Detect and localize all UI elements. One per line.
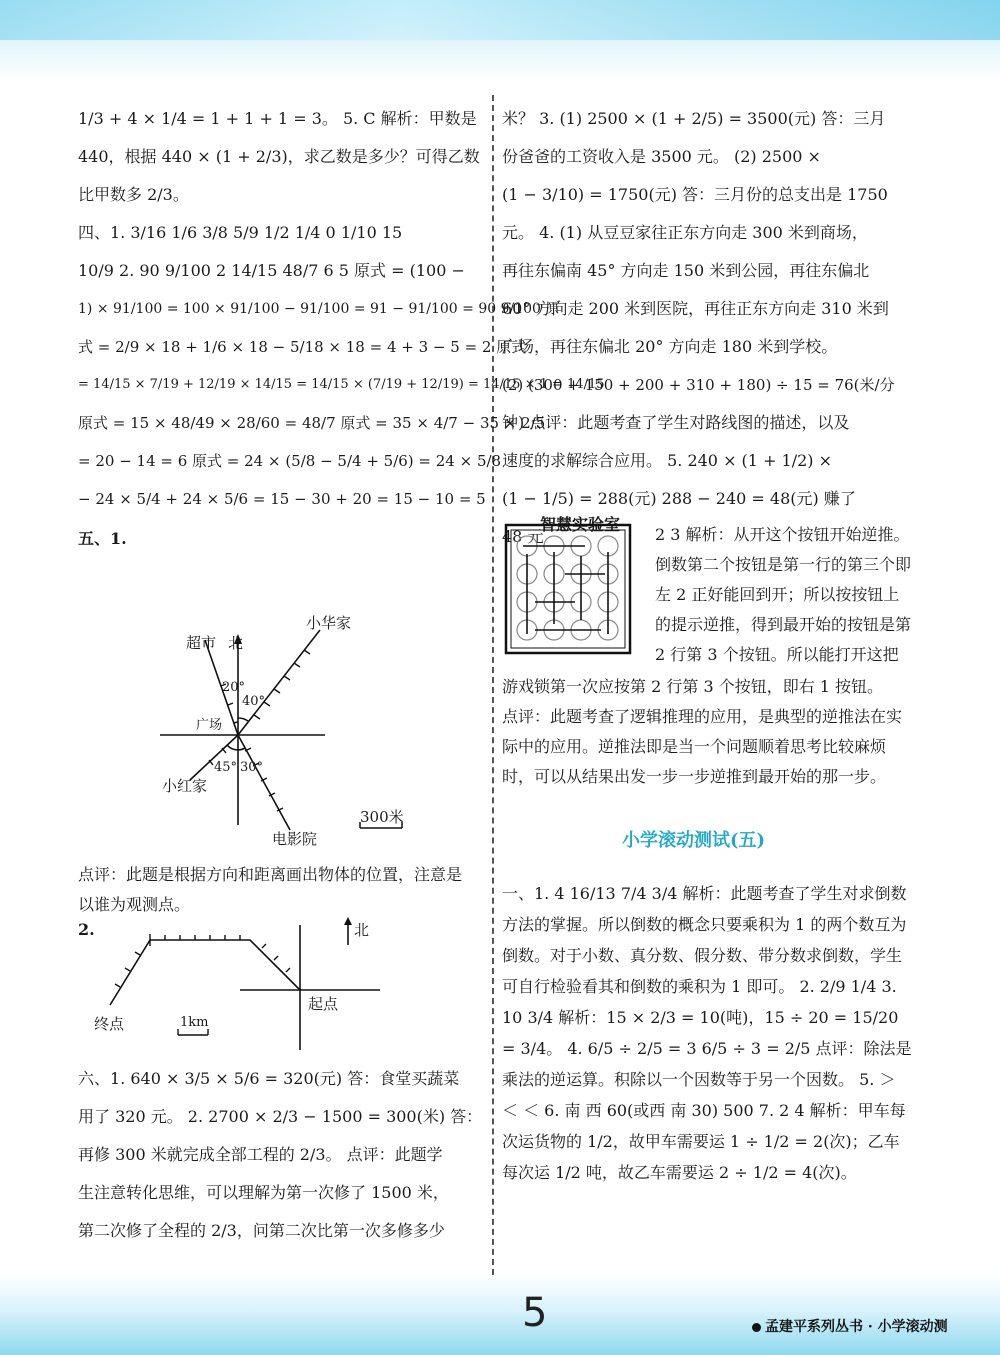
start-label: 起点 [308,995,339,1013]
north-arrow [344,917,352,925]
route-diagram-svg [90,915,390,1055]
route-diagram [90,915,390,1055]
north-label: 北 [228,634,244,652]
lab-title: 智慧实验室 [540,515,621,534]
angle-arc [234,722,238,723]
text-line: = 14/15 × 7/19 + 12/19 × 14/15 = 14/15 × (7/19 + 12/19) = 14/15 × 1 = 14/15 [78,377,605,392]
direction-diagram [150,610,410,855]
angle-arc [227,745,238,750]
text-line: 第二次修了全程的 2/3，问第二次比第一次多修多少 [78,1221,445,1240]
button-puzzle-svg [505,524,631,654]
text-line: (2) (300 + 150 + 200 + 310 + 180) ÷ 15 = 76(米/分 [502,376,895,394]
xiaohong-label: 小红家 [162,777,208,795]
button-puzzle-figure [505,524,631,654]
angle-arc [238,718,248,721]
section-label: 五、1. [78,529,127,548]
text-line: = 20 − 14 = 6 原式 = 24 × (5/8 − 5/4 + 5/6) = 24 × 5/8 [78,452,502,470]
text-line: 再修 300 米就完成全部工程的 2/3。 点评：此题学 [78,1145,443,1164]
page-number: 5 [522,1290,548,1336]
scale-label: 300米 [360,808,404,826]
text-line: 元。 4. (1) 从豆豆家往正东方向走 300 米到商场， [502,223,868,242]
end-label: 终点 [94,1015,125,1033]
text-line: 米？ 3. (1) 2500 × (1 + 2/5) = 3500(元) 答：三月 [502,109,886,128]
angle-label: 45° [214,760,238,775]
text-line: 份爸爸的工资收入是 3500 元。 (2) 2500 × [502,147,821,166]
text-line: 速度的求解综合应用。 5. 240 × (1 + 1/2) × [502,451,833,470]
xiaohua-ray [238,630,320,735]
lab-conclusion [502,672,914,792]
text-line: 1) × 91/100 = 100 × 91/100 − 91/100 = 91 − 91/100 = 90 9/100 原 [78,301,560,317]
question-number: 2. [78,920,95,939]
text-line: (1 − 1/5) = 288(元) 288 − 240 = 48(元) 赚了 [502,489,856,508]
text-line: 10/9 2. 90 9/100 2 14/15 48/7 6 5 原式 = (100 − [78,261,465,280]
text-line: 广场，再往东偏北 20° 方向走 180 米到学校。 [502,337,838,356]
angle-label: 20° [222,680,246,695]
text-line: 440，根据 440 × (1 + 2/3)，求乙数是多少？可得乙数 [78,147,480,166]
footer-series [752,1316,948,1336]
bullet-icon [752,1323,761,1332]
text-line: 四、1. 3/16 1/6 3/8 5/9 1/2 1/4 0 1/10 15 [78,223,403,242]
text-line: 游戏锁第一次应按第 2 行第 3 个按钮，即右 1 按钮。 [502,677,884,696]
text-line: 式 = 2/9 × 18 + 1/6 × 18 − 5/18 × 18 = 4 + 3 − 5 = 2 原式 [78,338,527,356]
angle-arc [238,748,245,750]
supermarket-label: 超市 [186,634,217,652]
cinema-ray [238,735,290,830]
text-line: (1 − 3/10) = 1750(元) 答：三月份的总支出是 1750 [502,185,888,204]
right-column [502,100,914,556]
text-line: 1/3 + 4 × 1/4 = 1 + 1 + 1 = 3。 5. C 解析：甲数是 [78,109,477,128]
bottom-decor-band [0,1275,1000,1355]
text-line: 生注意转化思维，可以理解为第一次修了 1500 米， [78,1183,449,1202]
comment-text: 点评：此题是根据方向和距离画出物体的位置，注意是以谁为观测点。 [78,865,463,914]
column-divider [492,95,494,1275]
text-line: 用了 320 元。 2. 2700 × 2/3 − 1500 = 300(米) 答： [78,1107,483,1126]
north-label: 北 [354,921,370,939]
square-label: 广场 [196,718,223,733]
xiaohua-label: 小华家 [306,614,352,632]
lab-explanation: 2 3 解析：从开这个按钮开始逆推。倒数第二个按钮是第一行的第三个即左 2 正好能回到开；所以按按钮上的提示逆推，得到最开始的按钮是第 2 行第 3 个按钮。所以能打开这把 [655,525,912,664]
angle-label: 40° [242,694,266,709]
text-line: 比甲数多 2/3。 [78,185,189,204]
test-section-title: 小学滚动测试(五) [622,830,766,851]
text-line: 再往东偏南 45° 方向走 150 米到公园，再往东偏北 [502,261,870,280]
text-line: 48 元 [502,527,544,546]
cinema-label: 电影院 [272,830,318,848]
text-line: − 24 × 5/4 + 24 × 5/6 = 15 − 30 + 20 = 15 − 10 = 5 [78,490,486,508]
text-line: 原式 = 15 × 48/49 × 28/60 = 48/7 原式 = 35 × 4/7 − 35 × 2/5 [78,414,546,432]
route-path [110,940,300,1005]
scale-label: 1km [180,1015,209,1030]
top-decor-band [0,0,1000,80]
left-column-bottom [78,1060,483,1250]
text-line: 60° 方向走 200 米到医院，再往正东方向走 310 米到 [502,299,889,318]
angle-label: 30° [240,760,264,775]
text-line: 钟) 点评：此题考查了学生对路线图的描述，以及 [502,413,850,432]
comment-text: 点评：此题考查了逻辑推理的应用，是典型的逆推法在实际中的应用。逆推法即是当一个问题顺着思考比较麻烦时，可以从结果出发一步一步逆推到最开始的那一步。 [502,707,903,786]
test-answers: 一、1. 4 16/13 7/4 3/4 解析：此题考查了学生对求倒数方法的掌握。所以倒数的概念只要乘积为 1 的两个数互为倒数。对于小数、真分数、假分数、带分数求倒数，学生可自行检验看其和倒数的乘积为 1 即可。 2. 2/9 1/4 3. 10 3/4 解析：15 × 2/3 = 10(吨)，15 ÷ 20 = 15/20 = 3/4。 4. 6/5 ÷ 2/5 = 3 6/5 ÷ 3 = 2/5 点评：除法是乘法的逆运算。积除以一个因数等于另一个因数。 5. ＞ ＜ ＜ 6. 南 西 60(或西 南 30) 500 7. 2 4 解析：甲车每次运货物的 1/2，故甲车需要运 1 ÷ 1/2 = 2(次)；乙车每次运 1/2 吨，故乙车需要运 2 ÷ 1/2 = 4(次)。 [502,884,912,1182]
text-line: 六、1. 640 × 3/5 × 5/6 = 320(元) 答：食堂买蔬菜 [78,1069,460,1088]
footer-series-label: 孟建平系列丛书 · 小学滚动测 [765,1319,948,1335]
